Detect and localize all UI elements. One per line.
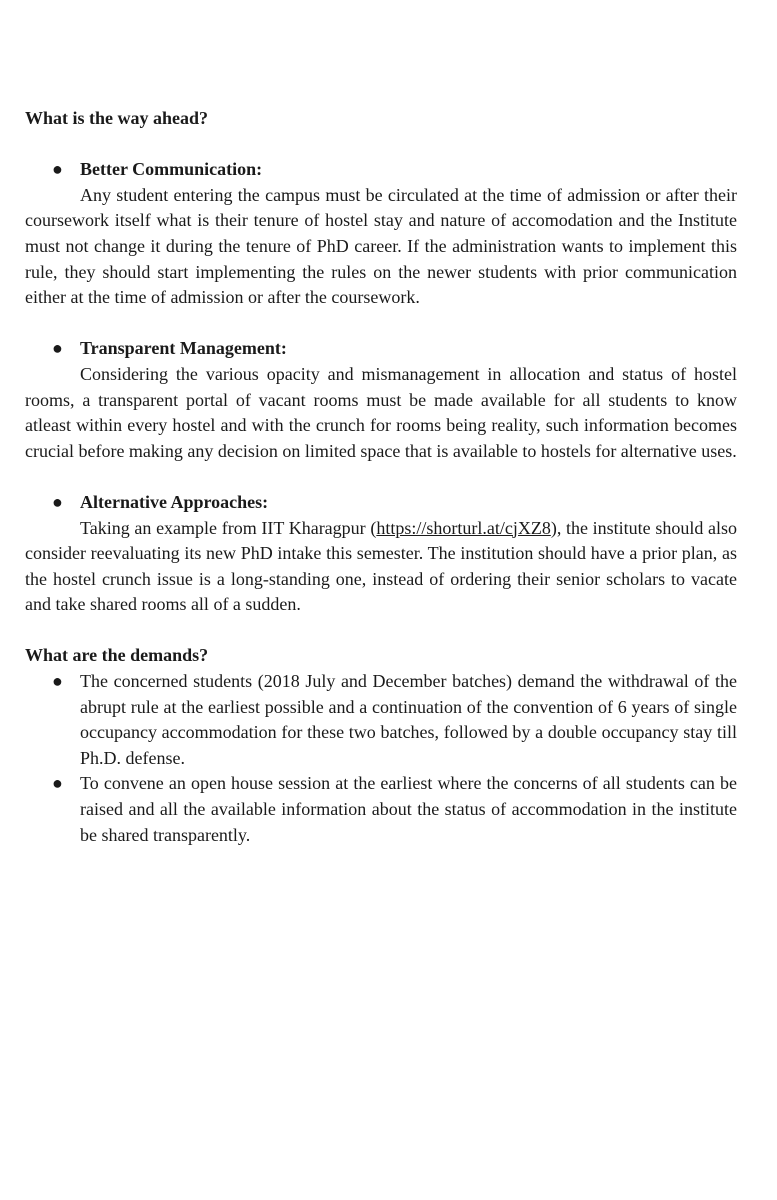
section-body-transparent: Considering the various opacity and mismanagement in allocation and status of hostel rooms, a transparent portal of vacant rooms must be made available for all students to know atleast within every hostel and with the crunch for rooms being reality, such information becomes crucial before making any decision on limited space that is available to hostels for alternative uses. (25, 363, 737, 461)
document-page (25, 106, 737, 848)
section-title-alternative: ● Alternative Approaches: (25, 490, 737, 516)
bullet-icon: ● (52, 773, 63, 794)
section-title-communication: ● Better Communication: (25, 157, 737, 183)
kharagpur-link[interactable]: https://shorturl.at/cjXZ8 (376, 517, 551, 538)
section-body-communication: Any student entering the campus must be circulated at the time of admission or after their coursework itself what is their tenure of hostel stay and nature of accomodation and the Institute must not change it during the tenure of PhD career. If the administration wants to implement this rule, they should start implementing the rules on the newer students with prior communication either at the time of admission or after the coursework. (25, 184, 737, 308)
list-item: ● To convene an open house session at the earliest where the concerns of all students can be raised and all the available information about the status of accommodation in the institute be shared transparently. (52, 773, 737, 845)
heading-demands: What are the demands? (25, 645, 209, 666)
bullet-icon: ● (52, 491, 63, 512)
heading-way-ahead: What is the way ahead? (25, 108, 209, 128)
demands-list (25, 669, 737, 848)
section-title-transparent: ● Transparent Management: (25, 336, 737, 362)
list-item: ● The concerned students (2018 July and December batches) demand the withdrawal of the abrupt rule at the earliest possible and a continuation of the convention of 6 years of single occupancy accommodation for these two batches, followed by a double occupancy stay till Ph.D. defense. (52, 671, 737, 768)
bullet-icon: ● (52, 159, 63, 180)
section-body-alternative: Taking an example from IIT Kharagpur (https://shorturl.at/cjXZ8), the institute should also consider reevaluating its new PhD intake this semester. The institution should have a prior plan, as the hostel crunch issue is a long-standing one, instead of ordering their senior scholars to vacate and take shared rooms all of a sudden. (25, 517, 738, 615)
bullet-icon: ● (52, 338, 63, 359)
bullet-icon: ● (52, 671, 63, 692)
